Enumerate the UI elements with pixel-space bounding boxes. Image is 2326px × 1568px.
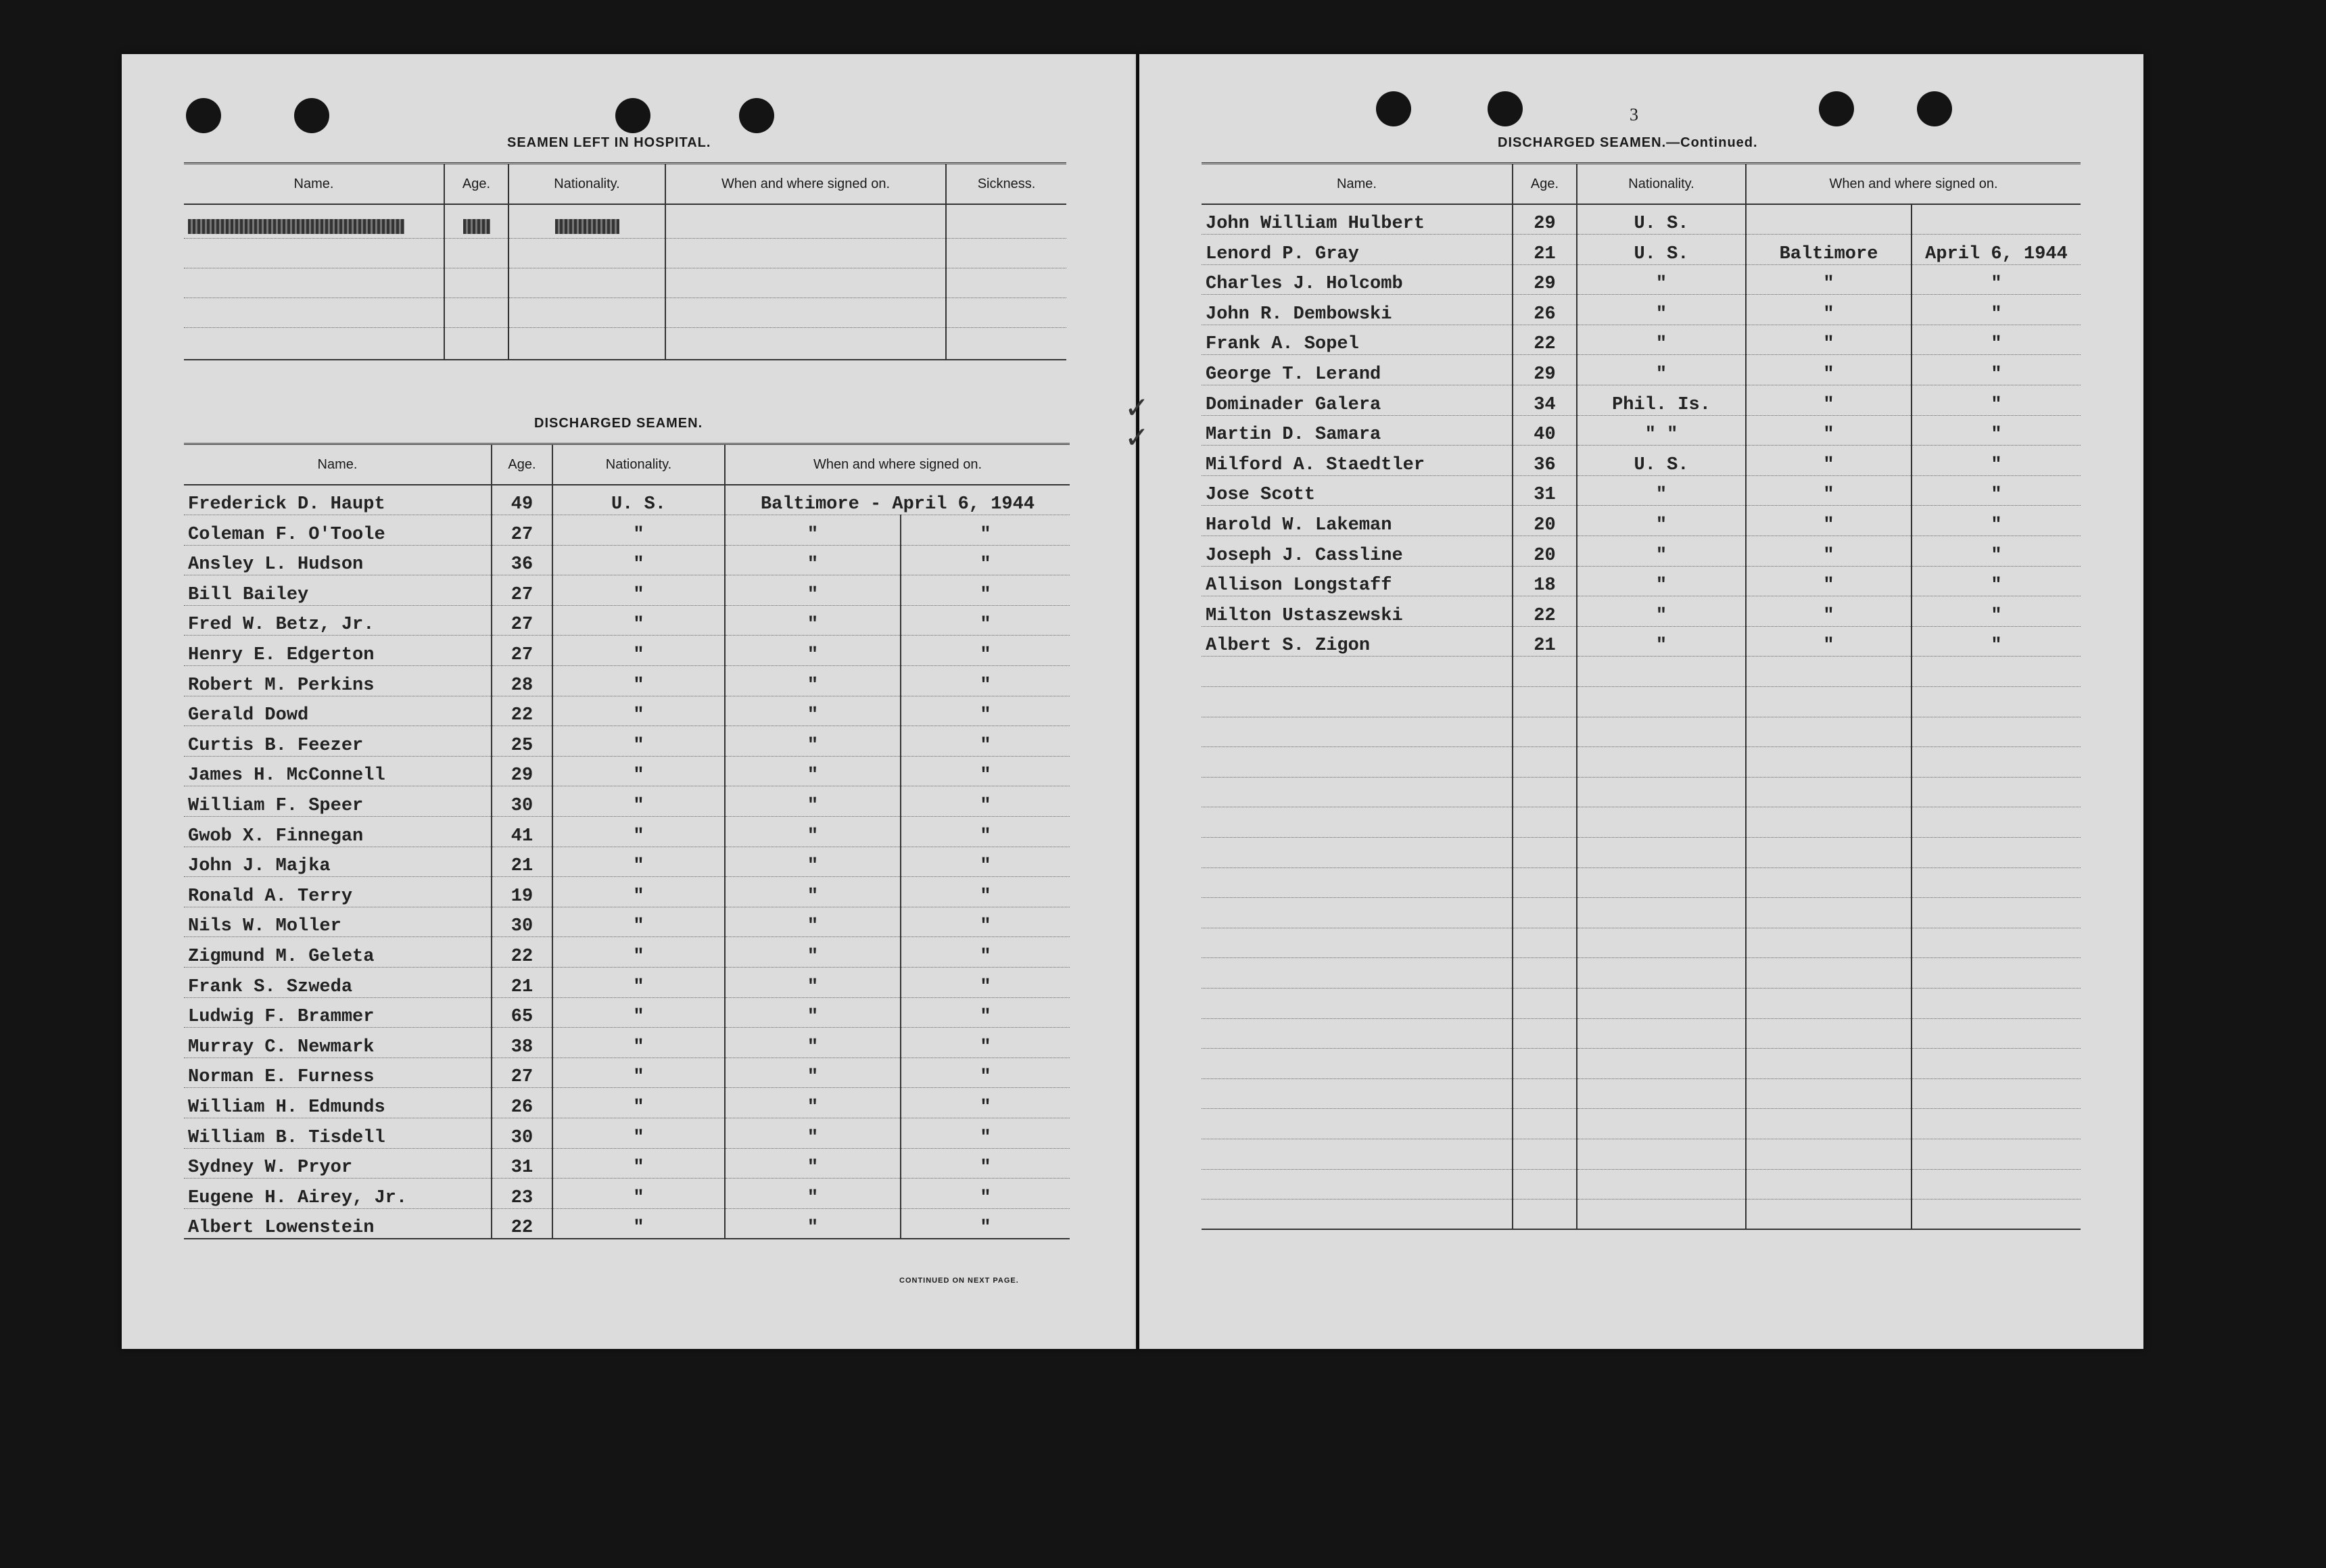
seaman-age: 34 xyxy=(1513,385,1577,416)
blank-row xyxy=(1202,1169,2081,1199)
seaman-nationality: " xyxy=(1577,325,1746,355)
seaman-nationality: " xyxy=(1577,355,1746,385)
column-header-signed-on: When and where signed on. xyxy=(725,444,1070,485)
table-row xyxy=(1202,536,2081,567)
signed-on-place: " xyxy=(725,1028,901,1058)
seaman-age: 30 xyxy=(492,907,552,937)
signed-on-date: " xyxy=(901,786,1070,817)
signed-on-place: " xyxy=(725,817,901,847)
signed-on-place: " xyxy=(725,545,901,575)
signed-on-place: " xyxy=(1746,475,1912,506)
seaman-name: Gerald Dowd xyxy=(184,696,492,726)
seaman-age: 36 xyxy=(492,545,552,575)
seaman-nationality: U. S. xyxy=(1577,446,1746,476)
signed-on-date: " xyxy=(1912,626,2081,657)
blank-row xyxy=(1202,1049,2081,1079)
table-row xyxy=(1202,295,2081,325)
signed-on-date: " xyxy=(1912,325,2081,355)
seaman-name: Gwob X. Finnegan xyxy=(184,817,492,847)
binder-hole-icon xyxy=(294,98,329,133)
signed-on-place xyxy=(1746,204,1912,235)
seaman-name: Ludwig F. Brammer xyxy=(184,997,492,1028)
redaction-mark xyxy=(463,219,490,234)
column-header-nationality: Nationality. xyxy=(552,444,725,485)
seaman-nationality: " xyxy=(552,575,725,606)
discharged-table-right xyxy=(1202,162,2081,1230)
signed-on-date: " xyxy=(1912,506,2081,536)
seaman-nationality: " xyxy=(552,1118,725,1148)
seaman-age: 27 xyxy=(492,605,552,636)
table-row xyxy=(1202,355,2081,385)
seaman-nationality: " xyxy=(552,515,725,546)
table-row xyxy=(184,1088,1070,1118)
signed-on-date: April 6, 1944 xyxy=(1912,235,2081,265)
seaman-age: 41 xyxy=(492,817,552,847)
seaman-name: John J. Majka xyxy=(184,847,492,877)
signed-on-place: " xyxy=(725,1088,901,1118)
seaman-age: 49 xyxy=(492,485,552,515)
blank-row xyxy=(1202,717,2081,747)
redacted-age xyxy=(444,204,508,238)
binder-hole-icon xyxy=(615,98,650,133)
seaman-name: John William Hulbert xyxy=(1202,204,1513,235)
signed-on-place: " xyxy=(725,726,901,757)
blank-row xyxy=(1202,1018,2081,1049)
signed-on-date: " xyxy=(901,1179,1070,1209)
discharged-section-title: DISCHARGED SEAMEN. xyxy=(534,416,703,431)
signed-on-date: " xyxy=(1912,566,2081,596)
seaman-age: 21 xyxy=(1513,235,1577,265)
seaman-nationality: " xyxy=(552,907,725,937)
signed-on-date: " xyxy=(1912,295,2081,325)
redacted-name xyxy=(184,204,444,238)
seaman-nationality: " xyxy=(552,937,725,968)
column-header-age: Age. xyxy=(1513,164,1577,205)
left-page xyxy=(122,54,1136,1349)
column-header-name: Name. xyxy=(184,444,492,485)
signed-on-date: " xyxy=(901,1028,1070,1058)
seaman-age: 21 xyxy=(1513,626,1577,657)
seaman-nationality: " xyxy=(552,817,725,847)
right-page xyxy=(1124,54,2143,1349)
signed-on-place: " xyxy=(725,756,901,786)
seaman-name: Frederick D. Haupt xyxy=(184,485,492,515)
signed-on-date: " xyxy=(901,726,1070,757)
seaman-name: Charles J. Holcomb xyxy=(1202,264,1513,295)
signed-on-place: " xyxy=(1746,355,1912,385)
binder-hole-icon xyxy=(1488,91,1523,126)
signed-on-date: " xyxy=(901,636,1070,666)
seaman-name: Ronald A. Terry xyxy=(184,877,492,907)
signed-on-date: " xyxy=(901,696,1070,726)
seaman-nationality: " xyxy=(552,1058,725,1088)
signed-on-place: " xyxy=(725,877,901,907)
seaman-age: 23 xyxy=(492,1179,552,1209)
seaman-name: John R. Dembowski xyxy=(1202,295,1513,325)
seaman-name: Jose Scott xyxy=(1202,475,1513,506)
seaman-nationality: " xyxy=(1577,295,1746,325)
column-header-nationality: Nationality. xyxy=(1577,164,1746,205)
signed-on-date: " xyxy=(901,1058,1070,1088)
signed-on-place: " xyxy=(725,696,901,726)
table-row xyxy=(184,545,1070,575)
table-row xyxy=(184,575,1070,606)
signed-on-place: " xyxy=(1746,506,1912,536)
signed-on-date: " xyxy=(901,515,1070,546)
table-row xyxy=(1202,204,2081,235)
signed-on-place: Baltimore xyxy=(1746,235,1912,265)
blank-row xyxy=(1202,1139,2081,1169)
seaman-nationality: " xyxy=(552,726,725,757)
seaman-age: 18 xyxy=(1513,566,1577,596)
binder-hole-icon xyxy=(739,98,774,133)
seaman-age: 19 xyxy=(492,877,552,907)
seaman-name: Zigmund M. Geleta xyxy=(184,937,492,968)
table-row xyxy=(184,1148,1070,1179)
continued-note: CONTINUED ON NEXT PAGE. xyxy=(899,1277,1019,1285)
table-row xyxy=(184,997,1070,1028)
column-header-sickness: Sickness. xyxy=(946,164,1066,205)
seaman-name: George T. Lerand xyxy=(1202,355,1513,385)
seaman-nationality: " xyxy=(552,997,725,1028)
signed-on-place: " xyxy=(725,1179,901,1209)
signed-on-place: " xyxy=(725,666,901,696)
table-row xyxy=(184,1058,1070,1088)
signed-on-date: " xyxy=(901,937,1070,968)
seaman-nationality: " xyxy=(1577,536,1746,567)
seaman-age: 31 xyxy=(1513,475,1577,506)
blank-row xyxy=(1202,657,2081,687)
seaman-age: 22 xyxy=(492,696,552,726)
seaman-age: 25 xyxy=(492,726,552,757)
blank-row xyxy=(1202,928,2081,958)
blank-row xyxy=(1202,807,2081,838)
signed-on-date: " xyxy=(1912,536,2081,567)
table-row xyxy=(184,847,1070,877)
seaman-age: 38 xyxy=(492,1028,552,1058)
seaman-name: Coleman F. O'Toole xyxy=(184,515,492,546)
blank-row xyxy=(1202,1078,2081,1109)
seaman-nationality: " xyxy=(552,696,725,726)
seaman-name: William F. Speer xyxy=(184,786,492,817)
signed-on-place: " xyxy=(725,1208,901,1239)
seaman-name: Ansley L. Hudson xyxy=(184,545,492,575)
signed-on-place: " xyxy=(725,575,901,606)
seaman-name: William H. Edmunds xyxy=(184,1088,492,1118)
discharged-table-left xyxy=(184,443,1070,1239)
signed-on-date: " xyxy=(901,997,1070,1028)
signed-on-date: " xyxy=(901,1088,1070,1118)
seaman-nationality: Phil. Is. xyxy=(1577,385,1746,416)
checkmark-icon: ✓ xyxy=(1124,421,1149,455)
signed-on-date: " xyxy=(901,968,1070,998)
seaman-nationality: " xyxy=(552,756,725,786)
seaman-age: 21 xyxy=(492,968,552,998)
signed-on-date: " xyxy=(1912,446,2081,476)
seaman-name: Allison Longstaff xyxy=(1202,566,1513,596)
seaman-nationality: " xyxy=(552,1088,725,1118)
seaman-age: 29 xyxy=(1513,204,1577,235)
seaman-name: Eugene H. Airey, Jr. xyxy=(184,1179,492,1209)
table-row xyxy=(184,726,1070,757)
checkmark-icon: ✓ xyxy=(1124,391,1149,425)
seaman-age: 22 xyxy=(492,1208,552,1239)
seaman-nationality: " xyxy=(1577,596,1746,627)
seaman-age: 29 xyxy=(1513,355,1577,385)
signed-on-place: " xyxy=(725,515,901,546)
signed-on-date: " xyxy=(901,545,1070,575)
signed-on-date: " xyxy=(901,847,1070,877)
seaman-name: Frank S. Szweda xyxy=(184,968,492,998)
seaman-age: 28 xyxy=(492,666,552,696)
seaman-name: Joseph J. Cassline xyxy=(1202,536,1513,567)
table-row xyxy=(184,877,1070,907)
seaman-age: 40 xyxy=(1513,415,1577,446)
column-header-signed-on: When and where signed on. xyxy=(665,164,946,205)
seaman-age: 27 xyxy=(492,515,552,546)
column-header-name: Name. xyxy=(184,164,444,205)
blank-row xyxy=(1202,898,2081,928)
signed-on-place: " xyxy=(725,847,901,877)
seaman-nationality: " xyxy=(1577,264,1746,295)
column-header-age: Age. xyxy=(444,164,508,205)
seaman-nationality: " xyxy=(552,786,725,817)
seaman-age: 20 xyxy=(1513,536,1577,567)
signed-on-place: " xyxy=(1746,325,1912,355)
seaman-nationality: " xyxy=(552,847,725,877)
signed-on-date: " xyxy=(901,605,1070,636)
signed-on-date: " xyxy=(1912,385,2081,416)
blank-row xyxy=(1202,958,2081,989)
seaman-name: Sydney W. Pryor xyxy=(184,1148,492,1179)
table-row xyxy=(184,1208,1070,1239)
signed-on-date: " xyxy=(901,1118,1070,1148)
signed-on-place: " xyxy=(725,605,901,636)
table-row xyxy=(184,907,1070,937)
blank-row xyxy=(1202,1199,2081,1230)
table-row xyxy=(1202,264,2081,295)
binder-hole-icon xyxy=(186,98,221,133)
signed-on-place: " xyxy=(725,1118,901,1148)
seaman-name: Bill Bailey xyxy=(184,575,492,606)
seaman-age: 36 xyxy=(1513,446,1577,476)
seaman-name: Henry E. Edgerton xyxy=(184,636,492,666)
signed-on-date: " xyxy=(901,756,1070,786)
seaman-nationality: " xyxy=(552,1148,725,1179)
seaman-name: Harold W. Lakeman xyxy=(1202,506,1513,536)
seaman-age: 30 xyxy=(492,786,552,817)
signed-on-date: " xyxy=(901,1148,1070,1179)
seaman-age: 27 xyxy=(492,636,552,666)
seaman-name: Albert Lowenstein xyxy=(184,1208,492,1239)
table-row xyxy=(184,636,1070,666)
seaman-name: William B. Tisdell xyxy=(184,1118,492,1148)
seaman-age: 22 xyxy=(1513,596,1577,627)
signed-on-place: " xyxy=(725,636,901,666)
seaman-nationality: " xyxy=(552,636,725,666)
signed-on-place: " xyxy=(1746,415,1912,446)
table-row xyxy=(184,515,1070,546)
table-row xyxy=(184,817,1070,847)
column-header-name: Name. xyxy=(1202,164,1513,205)
seaman-age: 26 xyxy=(1513,295,1577,325)
signed-on-place: " xyxy=(725,1058,901,1088)
seaman-name: Milton Ustaszewski xyxy=(1202,596,1513,627)
table-row xyxy=(1202,385,2081,416)
binder-hole-icon xyxy=(1376,91,1411,126)
signed-on-date: " xyxy=(901,817,1070,847)
signed-on-place: " xyxy=(725,786,901,817)
seaman-age: 29 xyxy=(492,756,552,786)
signed-on-place: " xyxy=(1746,446,1912,476)
signed-on-place: " xyxy=(1746,566,1912,596)
seaman-nationality: " xyxy=(552,1208,725,1239)
seaman-nationality: U. S. xyxy=(1577,204,1746,235)
hospital-section-title: SEAMEN LEFT IN HOSPITAL. xyxy=(507,135,711,150)
signed-on-date xyxy=(1912,204,2081,235)
table-row xyxy=(184,786,1070,817)
column-header-signed-on: When and where signed on. xyxy=(1746,164,2081,205)
table-row xyxy=(184,605,1070,636)
signed-on-place: " xyxy=(1746,385,1912,416)
signed-on-date: " xyxy=(1912,264,2081,295)
seaman-name: Martin D. Samara xyxy=(1202,415,1513,446)
seaman-nationality: " xyxy=(552,666,725,696)
table-row xyxy=(1202,596,2081,627)
signed-on-place: " xyxy=(1746,264,1912,295)
table-row xyxy=(1202,506,2081,536)
redaction-mark xyxy=(188,219,404,234)
table-row xyxy=(1202,446,2081,476)
table-row xyxy=(184,1028,1070,1058)
table-row xyxy=(1202,235,2081,265)
signed-on-place: " xyxy=(725,1148,901,1179)
table-row xyxy=(184,756,1070,786)
binder-hole-icon xyxy=(1917,91,1952,126)
signed-on-place: " xyxy=(725,968,901,998)
seaman-name: Robert M. Perkins xyxy=(184,666,492,696)
seaman-nationality: " xyxy=(552,968,725,998)
seaman-name: Albert S. Zigon xyxy=(1202,626,1513,657)
seaman-name: Curtis B. Feezer xyxy=(184,726,492,757)
table-row xyxy=(184,968,1070,998)
signed-on-place: " xyxy=(1746,536,1912,567)
seaman-nationality: " xyxy=(552,545,725,575)
column-header-nationality: Nationality. xyxy=(508,164,665,205)
seaman-nationality: " xyxy=(1577,566,1746,596)
blank-row xyxy=(1202,988,2081,1018)
seaman-age: 21 xyxy=(492,847,552,877)
table-row xyxy=(184,485,1070,515)
table-row xyxy=(184,696,1070,726)
blank-row xyxy=(1202,1109,2081,1139)
blank-row xyxy=(1202,777,2081,807)
signed-on-date: " xyxy=(1912,355,2081,385)
blank-row xyxy=(1202,747,2081,778)
seaman-name: James H. McConnell xyxy=(184,756,492,786)
seaman-nationality: " xyxy=(552,877,725,907)
signed-on-place: " xyxy=(1746,295,1912,325)
seaman-nationality: " xyxy=(552,1179,725,1209)
column-header-age: Age. xyxy=(492,444,552,485)
seaman-name: Dominader Galera xyxy=(1202,385,1513,416)
table-row xyxy=(184,1179,1070,1209)
signed-on-date: " xyxy=(1912,475,2081,506)
table-row xyxy=(184,666,1070,696)
signed-on-date: " xyxy=(901,666,1070,696)
seaman-nationality: " xyxy=(1577,475,1746,506)
seaman-age: 31 xyxy=(492,1148,552,1179)
seaman-nationality: U. S. xyxy=(1577,235,1746,265)
table-row xyxy=(184,1118,1070,1148)
signed-on-place: Baltimore - April 6, 1944 xyxy=(725,485,1070,515)
seaman-age: 26 xyxy=(492,1088,552,1118)
seaman-age: 30 xyxy=(492,1118,552,1148)
seaman-name: Frank A. Sopel xyxy=(1202,325,1513,355)
blank-row xyxy=(1202,687,2081,717)
seaman-nationality: " xyxy=(552,1028,725,1058)
seaman-nationality: " " xyxy=(1577,415,1746,446)
redaction-mark xyxy=(555,219,619,234)
seaman-name: Fred W. Betz, Jr. xyxy=(184,605,492,636)
signed-on-date: " xyxy=(901,907,1070,937)
signed-on-date: " xyxy=(1912,596,2081,627)
seaman-nationality: " xyxy=(552,605,725,636)
table-row xyxy=(1202,566,2081,596)
seaman-age: 27 xyxy=(492,575,552,606)
discharged-continued-title: DISCHARGED SEAMEN.—Continued. xyxy=(1498,135,1758,150)
seaman-age: 20 xyxy=(1513,506,1577,536)
signed-on-place: " xyxy=(1746,596,1912,627)
seaman-age: 22 xyxy=(492,937,552,968)
signed-on-date: " xyxy=(901,1208,1070,1239)
signed-on-place: " xyxy=(725,907,901,937)
seaman-age: 65 xyxy=(492,997,552,1028)
table-row xyxy=(1202,626,2081,657)
seaman-nationality: U. S. xyxy=(552,485,725,515)
seaman-age: 27 xyxy=(492,1058,552,1088)
blank-row xyxy=(1202,837,2081,868)
seaman-name: Lenord P. Gray xyxy=(1202,235,1513,265)
table-row xyxy=(1202,475,2081,506)
seaman-age: 22 xyxy=(1513,325,1577,355)
seaman-name: Norman E. Furness xyxy=(184,1058,492,1088)
signed-on-place: " xyxy=(725,997,901,1028)
signed-on-date: " xyxy=(1912,415,2081,446)
signed-on-place: " xyxy=(1746,626,1912,657)
signed-on-date: " xyxy=(901,575,1070,606)
binder-hole-icon xyxy=(1819,91,1854,126)
table-row xyxy=(1202,415,2081,446)
table-row xyxy=(1202,325,2081,355)
redacted-nationality xyxy=(508,204,665,238)
seaman-name: Nils W. Moller xyxy=(184,907,492,937)
seaman-name: Milford A. Staedtler xyxy=(1202,446,1513,476)
hospital-table xyxy=(184,162,1066,360)
signed-on-date: " xyxy=(901,877,1070,907)
signed-on-place: " xyxy=(725,937,901,968)
table-row xyxy=(184,937,1070,968)
seaman-nationality: " xyxy=(1577,506,1746,536)
page-number: 3 xyxy=(1630,105,1638,124)
blank-row xyxy=(1202,868,2081,898)
seaman-age: 29 xyxy=(1513,264,1577,295)
seaman-nationality: " xyxy=(1577,626,1746,657)
seaman-name: Murray C. Newmark xyxy=(184,1028,492,1058)
